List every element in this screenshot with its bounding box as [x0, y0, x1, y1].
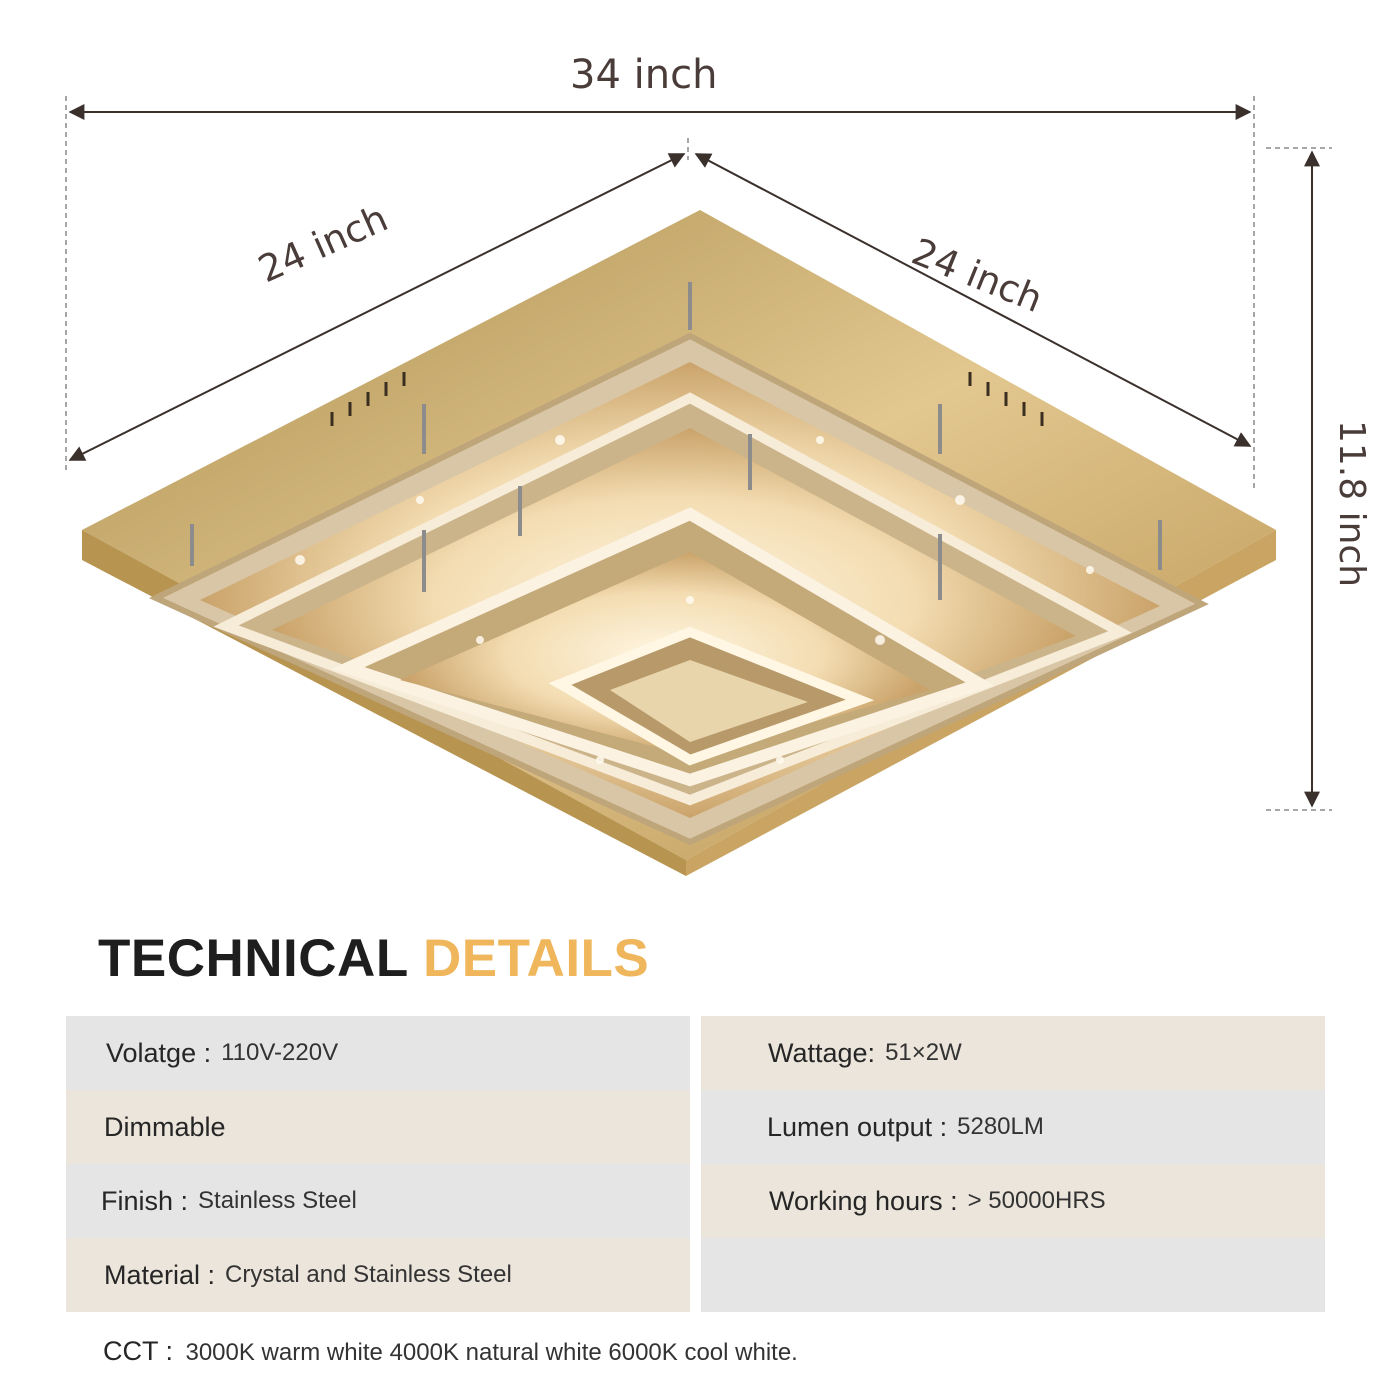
spec-value: Crystal and Stainless Steel	[225, 1261, 512, 1288]
spec-value: 110V-220V	[221, 1039, 339, 1066]
spec-wattage	[701, 1016, 1325, 1090]
spec-value: Stainless Steel	[198, 1187, 357, 1214]
depth-right-dimension-label: 24 inch	[905, 230, 1049, 321]
spec-label: Dimmable	[104, 1111, 226, 1142]
spec-label: Lumen output :	[767, 1111, 948, 1142]
cct-value: 3000K warm white 4000K natural white 6000K cool white.	[185, 1339, 798, 1366]
spec-dimmable	[66, 1090, 690, 1164]
spec-value: 51×2W	[885, 1039, 962, 1066]
cct-row	[103, 1336, 798, 1367]
spec-label: Volatge :	[106, 1037, 212, 1068]
spec-value: 5280LM	[957, 1113, 1044, 1140]
height-dimension-label: 11.8 inch	[1331, 420, 1372, 588]
spec-empty-cell	[701, 1238, 1325, 1312]
cct-label: CCT :	[103, 1336, 174, 1366]
heading-word-details: DETAILS	[422, 929, 650, 988]
spec-label: Working hours :	[769, 1185, 958, 1216]
technical-details-heading	[98, 928, 649, 989]
crystal-ceiling-light-image	[82, 210, 1276, 876]
width-dimension-label: 34 inch	[570, 52, 718, 98]
spec-value: > 50000HRS	[967, 1187, 1106, 1214]
spec-finish	[66, 1164, 690, 1238]
heading-word-technical: TECHNICAL	[98, 929, 408, 988]
spec-label: Material :	[104, 1259, 216, 1290]
spec-label: Wattage:	[768, 1037, 876, 1068]
spec-material	[66, 1238, 690, 1312]
spec-voltage	[66, 1016, 690, 1090]
spec-label: Finish :	[101, 1185, 189, 1216]
spec-lumen-output	[701, 1090, 1325, 1164]
spec-working-hours	[701, 1164, 1325, 1238]
depth-left-dimension-label: 24 inch	[252, 196, 395, 292]
